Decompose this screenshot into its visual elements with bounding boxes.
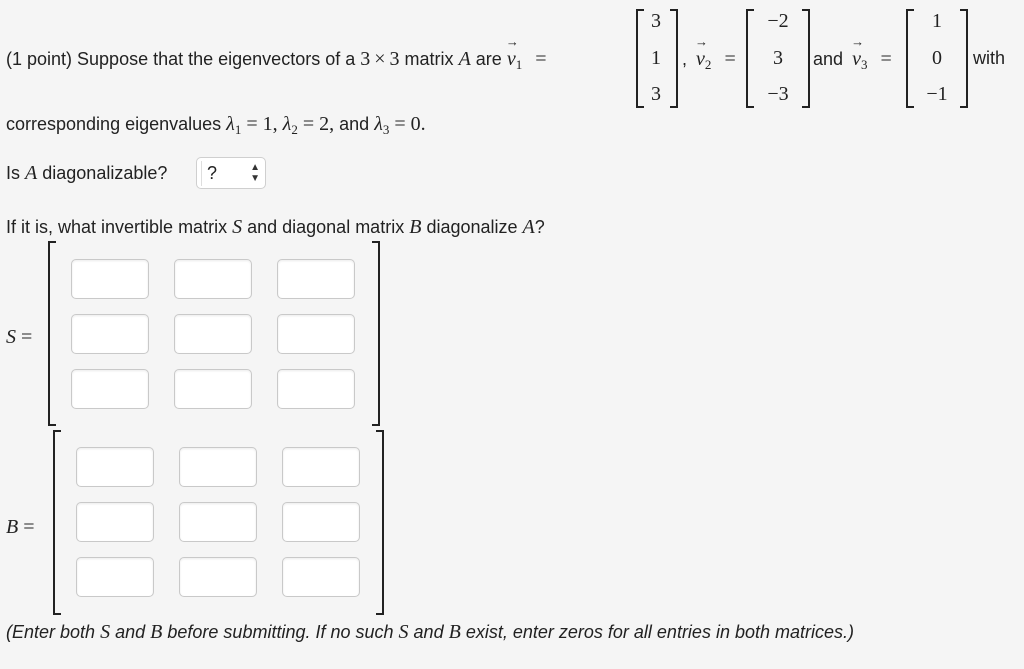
b-cell-1-1[interactable] [76, 447, 154, 487]
v2-entry: −3 [767, 83, 789, 105]
question-prefix: (1 point) Suppose that the eigenvectors of a [6, 49, 356, 69]
lambda-1: λ [226, 113, 235, 135]
eigenvalues-lead: corresponding eigenvalues [6, 114, 222, 134]
v3-right-bracket [960, 9, 968, 108]
footer-p5: exist, enter zeros for all entries in both matrices.) [465, 622, 854, 642]
matrix-word: matrix [404, 49, 454, 69]
v2-right-bracket [802, 9, 810, 108]
b-label: B [6, 516, 19, 538]
lambda-3: λ [374, 113, 383, 135]
diag-prefix: Is [6, 163, 21, 183]
v1-entry: 3 [651, 83, 661, 105]
lambda-2: λ [282, 113, 292, 135]
a-name: A [522, 216, 535, 238]
with-word: with [973, 48, 1006, 68]
b-cell-3-2[interactable] [179, 557, 257, 597]
equals-sign: = [21, 326, 33, 348]
v1-sub: 1 [515, 57, 523, 72]
matrix-s-left-bracket [48, 241, 56, 426]
equals-sign: = [880, 48, 892, 70]
v1-left-bracket [636, 9, 644, 108]
select-divider [201, 161, 202, 186]
v1-label: → v [507, 48, 516, 71]
diagonalizable-question [6, 162, 167, 185]
b-cell-2-2[interactable] [179, 502, 257, 542]
v2-entry: −2 [767, 10, 789, 32]
b-cell-1-3[interactable] [282, 447, 360, 487]
s-cell-2-2[interactable] [174, 314, 252, 354]
v3-label: → v [852, 48, 861, 71]
s-cell-3-3[interactable] [277, 369, 355, 409]
v1-entry: 3 [651, 10, 661, 32]
footer-s: S [100, 621, 111, 643]
are-word: are [475, 49, 502, 69]
s-cell-1-3[interactable] [277, 259, 355, 299]
lambda-2-value: = 2, [302, 113, 335, 135]
footer-p3: before submitting. If no such [167, 622, 394, 642]
up-down-arrows-icon: ▲ ▼ [250, 162, 260, 184]
b-cell-3-1[interactable] [76, 557, 154, 597]
s-cell-2-3[interactable] [277, 314, 355, 354]
matrix-name: A [458, 48, 471, 70]
and-word: and [339, 114, 370, 134]
size-three: 3 [389, 48, 400, 70]
eigenvalues-line [6, 113, 426, 136]
matrix-s-right-bracket [372, 241, 380, 426]
s-cell-1-2[interactable] [174, 259, 252, 299]
footer-b: B [150, 621, 163, 643]
footer-b2: B [448, 621, 461, 643]
matrix-s-label [6, 326, 32, 349]
matrix-b-label [6, 516, 35, 539]
v3-sub: 3 [860, 57, 868, 72]
lambda-3-sub: 3 [382, 122, 390, 137]
v1-entry: 1 [651, 47, 661, 69]
v2-label-group [682, 48, 736, 71]
v3-entry: 1 [932, 10, 942, 32]
footer-p2: and [115, 622, 146, 642]
footer-note [6, 621, 854, 644]
v3-entry: 0 [932, 47, 942, 69]
lambda-1-sub: 1 [234, 122, 242, 137]
s-label: S [6, 326, 16, 348]
size-three: 3 [360, 48, 371, 70]
matrix-name: A [25, 162, 38, 184]
s-cell-3-2[interactable] [174, 369, 252, 409]
b-cell-2-3[interactable] [282, 502, 360, 542]
matrix-b-right-bracket [376, 430, 384, 615]
lambda-1-value: = 1, [246, 113, 278, 135]
question-line [6, 48, 547, 71]
footer-p4: and [413, 622, 444, 642]
footer-p1: (Enter both [6, 622, 96, 642]
v3-entry: −1 [926, 83, 948, 105]
prompt-line [6, 216, 545, 239]
prompt-qmark: ? [534, 217, 545, 237]
matrix-b-left-bracket [53, 430, 61, 615]
select-value: ? [207, 163, 218, 183]
b-cell-1-2[interactable] [179, 447, 257, 487]
prompt-lead: If it is, what invertible matrix [6, 217, 228, 237]
prompt-tail: diagonalize [426, 217, 518, 237]
s-name: S [232, 216, 243, 238]
diag-suffix: diagonalizable? [42, 163, 168, 183]
v2-sub: 2 [704, 57, 712, 72]
diagonalizable-select[interactable] [196, 157, 266, 189]
footer-s2: S [398, 621, 409, 643]
prompt-mid: and diagonal matrix [247, 217, 405, 237]
times-sign: × [374, 48, 386, 70]
s-cell-1-1[interactable] [71, 259, 149, 299]
s-cell-2-1[interactable] [71, 314, 149, 354]
v2-label: → v [696, 48, 705, 71]
equals-sign: = [724, 48, 736, 70]
equals-sign: = [23, 516, 35, 538]
equals-sign: = [535, 48, 547, 70]
v3-label-group [813, 48, 892, 71]
and-word: and [813, 49, 844, 69]
v2-entry: 3 [773, 47, 783, 69]
lambda-3-value: = 0. [394, 113, 426, 135]
b-cell-2-1[interactable] [76, 502, 154, 542]
comma: , [682, 49, 688, 69]
b-name: B [409, 216, 422, 238]
v1-right-bracket [670, 9, 678, 108]
b-cell-3-3[interactable] [282, 557, 360, 597]
lambda-2-sub: 2 [291, 122, 298, 137]
s-cell-3-1[interactable] [71, 369, 149, 409]
